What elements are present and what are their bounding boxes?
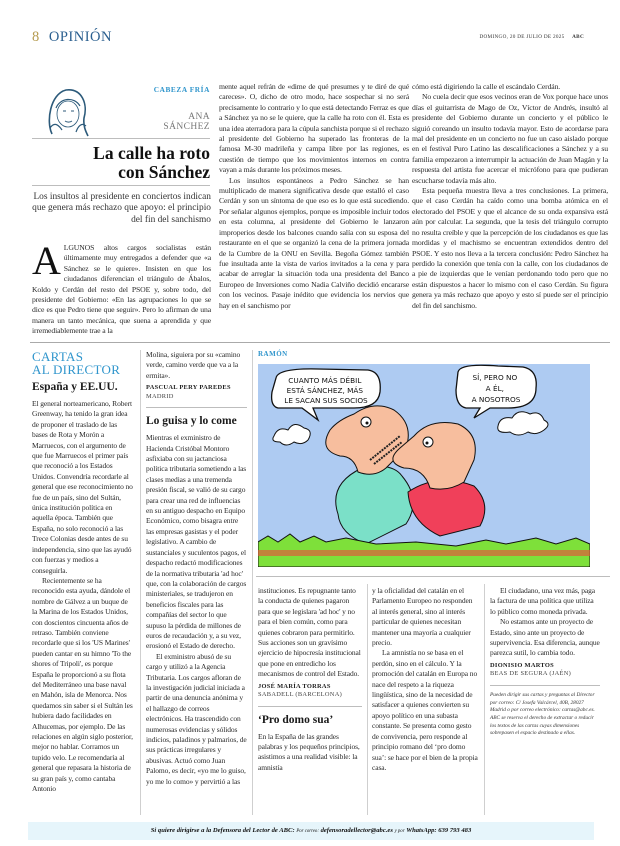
ground-band	[258, 550, 590, 556]
article-paragraph: cómo está digiriendo la calle el escándalo Cerdán.	[412, 82, 561, 91]
divider	[256, 576, 610, 577]
cartoon	[258, 364, 590, 567]
letter-city: BEAS DE SEGURA (JAÉN)	[490, 670, 572, 678]
divider	[146, 407, 247, 408]
divider	[32, 185, 210, 186]
banner-mail-label: Por correo:	[296, 829, 319, 834]
letter-paragraph: El general norteamericano, Robert Greenway, ha tenido la gran idea de proponer el traslado de las bases de Rota y Morón a Marruecos, con el argumento de que fue Marruecos el primer país que reconoció a los Estados Unidos. Convendría recordarle al general que ese reconocimiento no fue de un país, sino del Sultán, única institución política en aquella época. También que España, no solo reconoció a las Trece Colonias desde antes de su independencia, sino que las ayudó con fuerzas y medios a conseguirla.	[32, 399, 133, 575]
reader-defender-banner	[28, 822, 594, 840]
letters-column-e	[490, 586, 600, 738]
letter-3-column-3	[490, 586, 600, 659]
article-paragraph: mente aquel refrán de «dime de qué presumes y te diré de qué careces». O, dicho de otro modo, hace sospechar si no será precisamente lo contrario y lo que está detectando Ferraz es que a Sánchez ya no se le quiere, que la calle ha roto con él. Esta es una idea aterradora para la cúpula sanchista porque si el rechazo al presidente del Gobierno ha superado las fronteras de la famosa M-30 madrileña y campa libre por las regiones, es cuestión de tiempo que los movimientos internos en contra vayan a más durante los próximos meses.	[219, 82, 409, 175]
letters-title-line-1: CARTAS	[32, 349, 84, 364]
article-paragraph: Los insultos espontáneos a Pedro Sánchez se han multiplicado de manera significativa desde que estalló el caso Cerdán y son un síntoma de que eso es lo que está sucediendo. Por señalar algunos ejemplos, porque es imposible incluir todos en esta columna, al presidente del Gobierno le lanzaron improperios desde los balcones cuando salía con su esposa del restaurante en el que se organizó la cena de la primera jornada de la Cumbre de la ONU en Sevilla. Begoña Gómez también fue insultada ante la vista de varios invitados a la cena y para acabar de arreglar la situación toda una presidenta del Banco Europeo de Inversiones como Nadia Calviño decidió encararse con los vecinos. Pasaje inédito que evidencia los nervios que hay en el sanchismo por	[219, 175, 409, 310]
letter-paragraph: y la oficialidad del catalán en el Parlamento Europeo no responden al interés general, sino al interés particular de quienes necesitan mantener una mayoría a cualquier precio.	[372, 586, 473, 648]
date: DOMINGO, 20 DE JULIO DE 2025	[479, 34, 565, 40]
letter-author: JOSÉ MARÍA TORRAS	[258, 682, 331, 690]
letter-paragraph: Mientras el exministro de Hacienda Cristóbal Montoro asfixiaba con su jactanciosa política tributaria sometiendo a las clases medias a una tremenda presión fiscal, se valió de su cargo para crear una red de influencias en su antiguo despacho en Equipo Económico, como bisagra entre las empresas gasistas y el poder legislativo. A cambio de sustanciales y suculentos pagos, el despacho redactó modificaciones de la normativa tributaria 'ad hoc' que, con la colaboración de cargos ministeriales, se tradujeron en beneficios fiscales para las compañías del sector lo que supuso la pérdida de millones de euros de recaudación y, a su vez, erosionó el Estado de derecho.	[146, 433, 247, 651]
letter-3-title: ‘Pro domo sua’	[258, 713, 334, 726]
bubble-right-text: SÍ, PERO NO A ÉL, A NOSOTROS	[471, 373, 521, 404]
letter-3-column-2	[372, 586, 478, 773]
date-line	[479, 34, 584, 40]
letter-paragraph: Recientemente se ha reconocido esta ayuda, dándole el nombre de Gálvez a un buque de la Marina de los Estados Unidos, con doscientos cincuenta años de retraso. También conviene recordarle que si los 'US Marines' pueden cantar en su himno 'To the shores of Tripoli', es porque España le proporcionó a su flota del Mediterráneo una base naval en Mahón, isla de Menorca. Nos quedamos sin saber si el Sultán les hubiera dado facilidades en Alhucemas, por ejemplo. De las relaciones en algún siglo posterior, mejor no hablar. Corramos un tupido velo. Le recomendaría al general que repasara la historia de su gran país y, como cantaba Antonio	[32, 575, 133, 794]
letter-2-signature	[258, 683, 362, 700]
letters-column-b	[146, 350, 247, 787]
letter-1-column-1	[32, 399, 134, 794]
letters-column-a	[32, 350, 134, 794]
divider	[490, 685, 600, 686]
letter-city: MADRID	[146, 392, 174, 400]
letter-2-title: Lo guisa y lo come	[146, 415, 237, 428]
bubble-left-text: CUANTO MÁS DÉBIL ESTÁ SÁNCHEZ, MÁS LE SACAN SUS SOCIOS	[284, 376, 368, 405]
letter-2-column-2	[258, 586, 362, 680]
page-header	[32, 29, 112, 46]
column-divider	[484, 584, 485, 815]
author-name	[163, 112, 210, 132]
deck: Los insultos al presidente en conciertos indican que genera más rechazo que apoyo: el principio del fin del sanchismo	[32, 192, 211, 225]
article-paragraph: LGUNOS altos cargos socialistas están últimamente muy entregados a defender que «a Sánchez se le quiere». Insisten en que los ciudadanos diferencian el triángulo de Ábalos, Koldo y Cerdán del resto del PSOE y, sobre todo, del presidente del Gobierno: «En las agrupaciones lo que se dice es que Pedro tiene que seguir». Pero lo afirman de una manera un tanto mecánica, que suena a aprendida y que irremediablemente trae a la	[32, 243, 211, 336]
drop-cap: A	[32, 238, 61, 283]
banner-lead: Si quiere dirigirse a la Defensora del Lector de ABC:	[150, 827, 295, 834]
headline-line-1: La calle ha roto	[93, 143, 210, 163]
letter-paragraph: Molina, siguiera por su «camino verde, camino verde que va a la ermita».	[146, 350, 241, 380]
section-title: OPINIÓN	[48, 29, 112, 45]
headline	[93, 144, 210, 182]
letters-submission-note: Pueden dirigir sus cartas y preguntas al Director por correo: C/ Josefa Valcárcel, 40B, 28027 Madrid o por correo electrónico: cartas@abc.es. ABC se reserva el derecho de extractar o reducir los textos de las cartas cuyas dimensiones sobrepasen el espacio destinado a ellas.	[490, 691, 595, 737]
letter-2-column-1	[146, 433, 247, 787]
banner-and: y por	[394, 829, 405, 834]
letter-paragraph: En la España de las grandes palabras y los pequeños principios, asistimos a una realidad visible: la amnistía	[258, 731, 360, 772]
column-divider	[140, 350, 141, 815]
column-label: CABEZA FRÍA	[153, 85, 210, 94]
divider	[32, 138, 210, 139]
article-paragraph: Esta pequeña muestra lleva a tres conclusiones. La primera, que el caso Cerdán ha caído como una bomba atómica en el electorado del PSOE y que el alcance de su onda expansiva está aún por calcular. La segunda, que la tesis del triángulo corrupto no resulta creíble y que la percepción de los ciudadanos es que las mordidas y el machismo se encuentran extendidos dentro del PSOE. Y esto nos lleva a la tercera conclusión: Pedro Sánchez ha perdido la conexión que tenía con la calle, con los ciudadanos de a pie de izquierdas que le venían perdonando todo pero que no están dispuestos a hacer lo mismo con el caso Cerdán. Su figura genera ya más rechazo que apoyo y esto sí puede ser el principio del fin del sanchismo.	[412, 186, 608, 310]
letters-column-c	[258, 586, 362, 773]
letter-paragraph: No estamos ante un proyecto de Estado, sino ante un proyecto de supervivencia. Esa diferencia, aunque parezca sutil, lo cambia todo.	[490, 617, 600, 658]
letter-city: SABADELL (BARCELONA)	[258, 691, 343, 699]
letter-1-signature	[146, 384, 247, 401]
divider	[258, 706, 362, 707]
article-column-2	[219, 82, 409, 311]
letter-paragraph: El ciudadano, una vez más, paga la factura de una política que utiliza lo público como moneda privada.	[490, 586, 595, 616]
letter-author: DIONISIO MARTOS	[490, 661, 554, 669]
author-first-name: ANA	[188, 112, 210, 122]
banner-whatsapp: WhatsApp: 639 793 483	[406, 827, 472, 834]
column-divider	[367, 584, 368, 815]
banner-email-link[interactable]: defensoradellector@abc.es	[320, 827, 393, 834]
letter-1-title: España y EE.UU.	[32, 381, 118, 393]
brand: ABC	[572, 34, 584, 40]
letter-1-column-2	[146, 350, 247, 381]
letter-3-signature	[490, 662, 600, 679]
article-paragraph: No cuela decir que esos vecinos eran de Vox porque hace unos días el guitarrista de Mago de Oz, Víctor de Andrés, insultó al presidente del Gobierno durante un concierto y el público le siguió coreando un insulto todavía mayor. Esto de acordarse para mal del presidente en un concierto no fue un caso aislado porque en el festival Puro Latino las descalificaciones a Sánchez y a su familia empezaron a interrumpir la actuación de Juan Magán y la respuesta del artista fue acercar el micrófono para que pudieran escucharse todavía más alto.	[412, 92, 608, 185]
column-divider	[252, 350, 253, 815]
section-divider	[30, 342, 610, 343]
cartoon-author: RAMÓN	[258, 350, 288, 358]
page-number: 8	[32, 29, 40, 45]
article-column-1	[32, 238, 211, 337]
letter-paragraph: El exministro abusó de su cargo y utilizó a la Agencia Tributaria. Los cargos afloran de la investigación judicial iniciada a partir de una denuncia anónima y el hallazgo de correos electrónicos. Ha trascendido con numerosas evidencias y sólidos indicios, paladinos y palmarios, de sus prácticas irregulares y abusivas. Actuó como Juan Palomo, es decir, «yo me lo guiso, yo me lo como» y pervirtió a las	[146, 651, 247, 786]
author-portrait	[38, 82, 98, 140]
author-last-name: SÁNCHEZ	[163, 122, 210, 132]
letters-title-line-2: AL DIRECTOR	[32, 362, 121, 377]
letter-paragraph: La amnistía no se basa en el perdón, sino en el cálculo. Y la promoción del catalán en Europa no nace del respeto a la riqueza lingüística, sino de la necesidad de satisfacer a quienes convierten su apoyo político en una subasta constante. Se presenta como gesto de convivencia, pero responde al principio romano del ‘pro domo sua’: se hace por el bien de la propia casa.	[372, 648, 478, 772]
letter-3-column-1	[258, 732, 362, 774]
headline-line-2: con Sánchez	[118, 162, 210, 182]
letter-paragraph: instituciones. Es repugnante tanto la conducta de quienes pagaron para que se legislara 'ad hoc' y no para el bien común, como para quienes cobraron para permitirlo. Sus acciones son un gravísimo ejercicio de hipocresía institucional que pone en entredicho los mecanismos de control del Estado.	[258, 586, 361, 679]
article-column-3	[412, 82, 608, 311]
letter-author: PASCUAL PERY PAREDES	[146, 384, 231, 392]
letters-section-title	[32, 350, 134, 376]
